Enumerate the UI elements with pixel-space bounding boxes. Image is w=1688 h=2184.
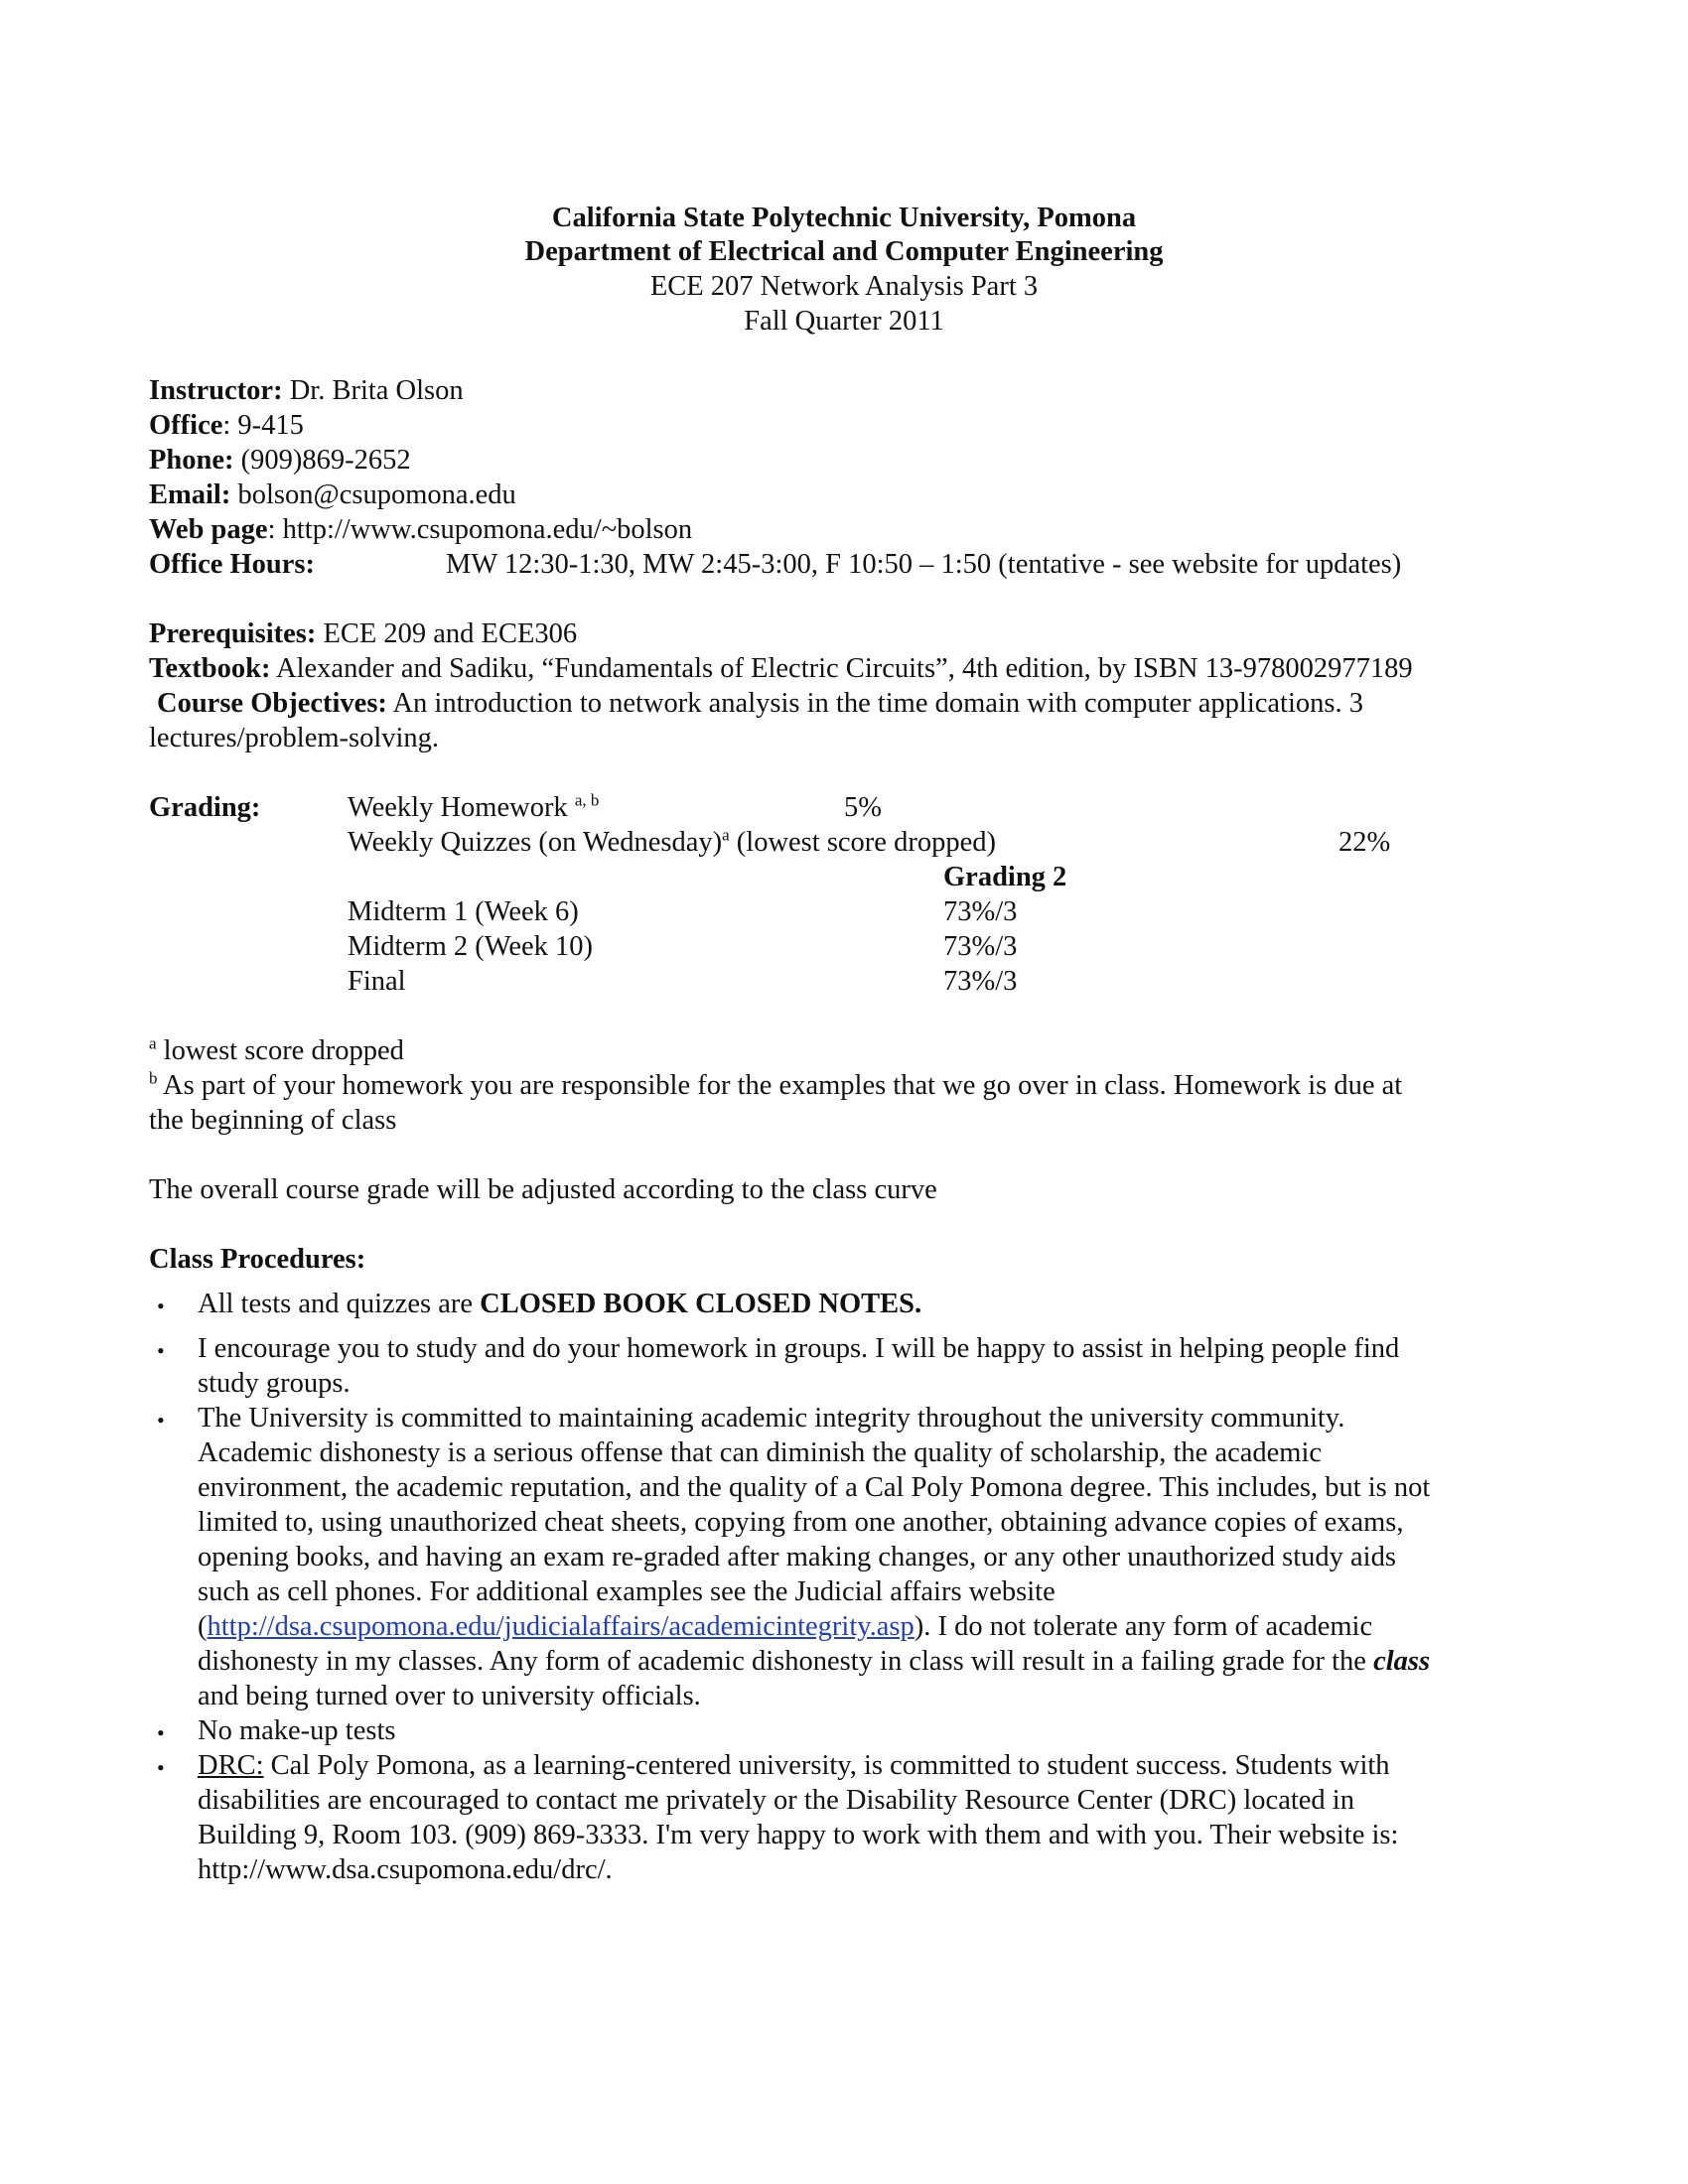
grading-quizzes: Weekly Quizzes (on Wednesday)$^a$ (lowest score dropped) bbox=[348, 825, 996, 858]
drc-label: DRC: bbox=[198, 1750, 264, 1781]
homework-footnote-mark: a, b bbox=[574, 790, 600, 810]
email-line bbox=[149, 478, 516, 512]
bullet-icon: • bbox=[157, 1294, 165, 1318]
procedure-item-1: All tests and quizzes are CLOSED BOOK CLOSED NOTES. bbox=[198, 1289, 922, 1319]
bullet-icon: • bbox=[157, 1338, 165, 1363]
grading-subheading: Grading 2 bbox=[943, 862, 1067, 892]
procedure-item-3-line-8: dishonesty in my classes. Any form of academic dishonesty in class will result in a failing grade for the class bbox=[198, 1646, 1431, 1677]
email-label: Email: bbox=[149, 479, 231, 510]
office-value: : 9-415 bbox=[222, 410, 304, 441]
procedure-item-5-line-4: http://www.dsa.csupomona.edu/drc/. bbox=[198, 1854, 613, 1885]
grading-midterm2-pct: 73%/3 bbox=[943, 931, 1018, 962]
grading-homework-pct: 5% bbox=[844, 792, 882, 823]
course-title: ECE 207 Network Analysis Part 3 bbox=[649, 271, 1039, 302]
grading-midterm2: Midterm 2 (Week 10) bbox=[348, 931, 594, 962]
footnote-a: $^a$ lowest score dropped bbox=[149, 1033, 404, 1066]
procedure-item-3-line-9: and being turned over to university officials. bbox=[198, 1681, 701, 1711]
objectives-value: An introduction to network analysis in the time domain with computer applications. 3 bbox=[386, 688, 1363, 719]
quizzes-footnote-mark: a bbox=[722, 825, 730, 845]
procedure-item-5-line-3: Building 9, Room 103. (909) 869-3333. I'm very happy to work with them and with you. Their website is: bbox=[198, 1820, 1399, 1850]
procedure-item-3-line-7: (http://dsa.csupomona.edu/judicialaffairs/academicintegrity.asp). I do not tolerate any form of academic bbox=[198, 1611, 1373, 1642]
procedure-item-2: I encourage you to study and do your homework in groups. I will be happy to assist in helping people find bbox=[198, 1333, 1400, 1364]
class-emphasis: class bbox=[1373, 1646, 1431, 1677]
grading-midterm1: Midterm 1 (Week 6) bbox=[348, 896, 579, 927]
footnote-b-line-2: the beginning of class bbox=[149, 1105, 397, 1136]
curve-note: The overall course grade will be adjusted according to the class curve bbox=[149, 1174, 937, 1205]
bullet-icon: • bbox=[157, 1408, 165, 1433]
procedure-item-3-line-2: Academic dishonesty is a serious offense that can diminish the quality of scholarship, the academic bbox=[198, 1437, 1323, 1468]
objectives-line-2: lectures/problem-solving. bbox=[149, 723, 440, 753]
procedures-heading: Class Procedures: bbox=[149, 1244, 366, 1275]
objectives-line bbox=[157, 686, 1363, 721]
office-hours-label: Office Hours: bbox=[149, 549, 315, 580]
procedure-item-5: DRC: Cal Poly Pomona, as a learning-centered university, is committed to student success. Students with bbox=[198, 1750, 1390, 1781]
prerequisites-label: Prerequisites: bbox=[149, 618, 317, 649]
grading-label: Grading: bbox=[149, 792, 261, 823]
textbook-line bbox=[149, 651, 1413, 686]
web-line bbox=[149, 512, 692, 547]
instructor-value: Dr. Brita Olson bbox=[282, 375, 464, 406]
web-value: : http://www.csupomona.edu/~bolson bbox=[267, 514, 693, 545]
textbook-value: Alexander and Sadiku, “Fundamentals of Electric Circuits”, 4th edition, by ISBN 13-978002977189 bbox=[270, 653, 1413, 684]
prerequisites-value: ECE 209 and ECE306 bbox=[316, 618, 578, 649]
office-label: Office bbox=[149, 410, 223, 441]
instructor-line bbox=[149, 373, 464, 408]
phone-line bbox=[149, 443, 411, 478]
term-title: Fall Quarter 2011 bbox=[744, 306, 944, 337]
email-value: bolson@csupomona.edu bbox=[230, 479, 516, 510]
grading-homework: Weekly Homework $^{a, b}$ bbox=[348, 790, 600, 823]
department-title: Department of Electrical and Computer Engineering bbox=[524, 236, 1164, 267]
grading-final: Final bbox=[348, 966, 406, 997]
procedure-item-3-line-6: such as cell phones. For additional examples see the Judicial affairs website bbox=[198, 1576, 1055, 1607]
academic-integrity-link[interactable]: http://dsa.csupomona.edu/judicialaffairs/academicintegrity.asp bbox=[207, 1611, 914, 1642]
procedure-item-3-line-3: environment, the academic reputation, and the quality of a Cal Poly Pomona degree. This includes, but is not bbox=[198, 1472, 1431, 1503]
bullet-icon: • bbox=[157, 1755, 165, 1780]
web-label: Web page bbox=[149, 514, 268, 545]
phone-label: Phone: bbox=[149, 445, 234, 476]
office-hours-value: MW 12:30-1:30, MW 2:45-3:00, F 10:50 – 1:50 (tentative - see website for updates) bbox=[446, 549, 1402, 580]
objectives-label: Course Objectives: bbox=[157, 688, 387, 719]
textbook-label: Textbook: bbox=[149, 653, 271, 684]
footnote-b: $^b$ As part of your homework you are responsible for the examples that we go over in class. Homework is due at bbox=[149, 1068, 1403, 1101]
procedure-item-3-line-4: limited to, using unauthorized cheat sheets, copying from one another, obtaining advance copies of exams, bbox=[198, 1507, 1404, 1538]
phone-value: (909)869-2652 bbox=[233, 445, 411, 476]
office-line bbox=[149, 408, 304, 443]
procedure-item-3: The University is committed to maintaining academic integrity throughout the university community. bbox=[198, 1403, 1345, 1433]
bullet-icon: • bbox=[157, 1720, 165, 1745]
instructor-label: Instructor: bbox=[149, 375, 283, 406]
procedure-item-5-line-2: disabilities are encouraged to contact me privately or the Disability Resource Center (DRC) located in bbox=[198, 1785, 1354, 1816]
procedure-item-4: No make-up tests bbox=[198, 1715, 396, 1746]
procedure-item-3-line-5: opening books, and having an exam re-graded after making changes, or any other unauthorized study aids bbox=[198, 1542, 1396, 1572]
procedure-item-2-line-2: study groups. bbox=[198, 1368, 351, 1399]
university-title: California State Polytechnic University, Pomona bbox=[551, 203, 1137, 233]
grading-quizzes-pct: 22% bbox=[1338, 827, 1391, 858]
grading-midterm1-pct: 73%/3 bbox=[943, 896, 1018, 927]
grading-final-pct: 73%/3 bbox=[943, 966, 1018, 997]
prerequisites-line bbox=[149, 616, 577, 651]
